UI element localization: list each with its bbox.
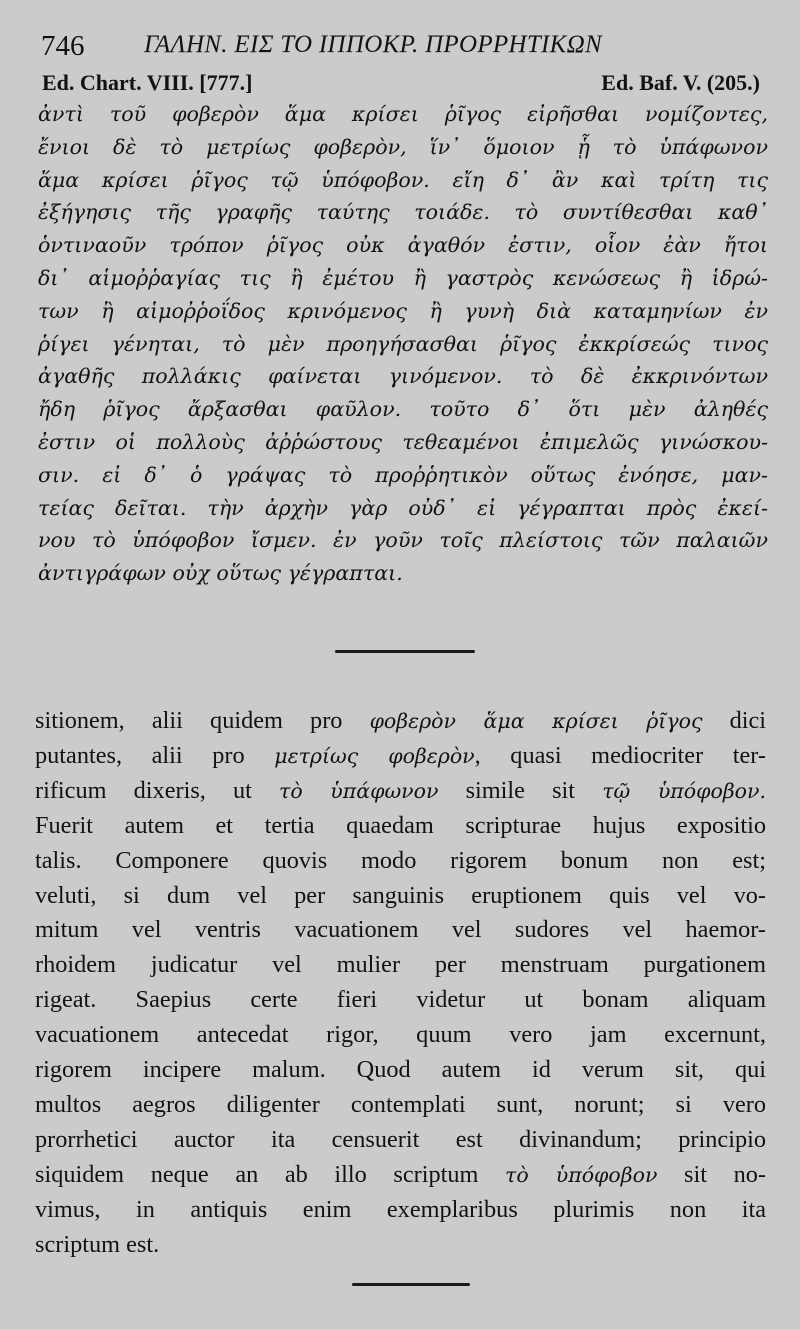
greek-text-line: ἐξήγησις τῆς γραφῆς ταύτης τοιάδε. τὸ συντίθεσθαι καθ᾽ — [38, 200, 768, 225]
running-title: ΓΑΛΗΝ. ΕΙΣ ΤΟ ΙΠΠΟΚΡ. ΠΡΟΡΡΗΤΙΚΩΝ — [144, 31, 602, 58]
latin-text-line — [35, 1053, 766, 1088]
latin-text-line — [35, 1158, 766, 1193]
latin-segment: prorrhetici auctor ita censuerit est divinandum; principio — [35, 1125, 766, 1153]
latin-segment: rigeat. Saepius certe fieri videtur ut bonam aliquam — [35, 986, 766, 1014]
greek-text-line: ὁντιναοῦν τρόπον ῥῖγος οὐκ ἀγαθόν ἐστιν, οἷον ἐὰν ἤτοι — [38, 233, 768, 258]
section-divider — [335, 650, 475, 653]
latin-text-line — [35, 1228, 766, 1263]
latin-segment: vimus, in antiquis enim exemplaribus plurimis non ita — [35, 1195, 766, 1223]
latin-text-line — [35, 1018, 766, 1053]
latin-text-line — [35, 704, 766, 739]
latin-segment: simile sit — [438, 776, 603, 804]
end-divider — [352, 1283, 470, 1286]
greek-text-line: ἀντιγράφων οὐχ οὕτως γέγραπται. — [38, 561, 403, 586]
greek-text-line: ἀντὶ τοῦ φοβερὸν ἅμα κρίσει ῥῖγος εἰρῆσθαι νομίζοντες, — [38, 102, 768, 126]
greek-phrase: τὸ ὑπάφωνον — [279, 778, 439, 803]
latin-segment: rigorem incipere malum. Quod autem id verum sit, qui — [35, 1056, 766, 1084]
latin-text-line — [35, 983, 766, 1018]
greek-text-line: νου τὸ ὑπόφοβον ἴσμεν. ἐν γοῦν τοῖς πλείστοις τῶν παλαιῶν — [38, 528, 768, 553]
greek-text-line: ἐστιν οἱ πολλοὺς ἀῤῥώστους τεθεαμένοι ἐπιμελῶς γινώσκου- — [38, 429, 768, 454]
latin-segment: sitionem, alii quidem pro — [35, 707, 370, 734]
latin-segment: , quasi mediocriter ter- — [474, 741, 766, 769]
latin-segment: siquidem neque an ab illo scriptum — [35, 1160, 506, 1188]
greek-text-line: ἀγαθῆς πολλάκις φαίνεται γινόμενον. τὸ δὲ ἐκκρινόντων — [38, 364, 768, 389]
latin-text-line — [35, 1193, 766, 1228]
latin-text-line — [35, 948, 766, 983]
greek-phrase: φοβερὸν ἅμα κρίσει ῥῖγος — [369, 709, 703, 733]
latin-segment: mitum vel ventris vacuationem vel sudores vel haemor- — [35, 916, 766, 944]
greek-text-block — [38, 98, 768, 590]
latin-segment: sit no- — [657, 1160, 766, 1188]
latin-text-line — [35, 844, 766, 879]
greek-phrase: μετρίως φοβερὸν — [274, 743, 475, 768]
edition-reference-right: Ed. Baf. V. (205.) — [601, 70, 760, 95]
latin-text-line — [35, 1123, 766, 1158]
latin-segment: scriptum est. — [35, 1230, 160, 1258]
latin-text-line — [35, 913, 766, 948]
greek-phrase: τὸ ὑπόφοβον — [505, 1162, 658, 1187]
greek-text-line: των ἢ αἱμοῤῥοΐδος κρινόμενος ἢ γυνὴ διὰ καταμηνίων ἐν — [38, 298, 768, 323]
greek-text-line: ἤδη ῥῖγος ἄρξασθαι φαῦλον. τοῦτο δ᾽ ὅτι μὲν ἀληθές — [38, 397, 768, 422]
latin-segment: rhoidem judicatur vel mulier per menstruam purgationem — [35, 951, 766, 979]
latin-text-line — [35, 1088, 766, 1123]
latin-text-line — [35, 774, 766, 809]
latin-text-block — [35, 704, 766, 1263]
page-number: 746 — [41, 30, 85, 62]
greek-text-line: ῥίγει γένηται, τὸ μὲν προηγήσασθαι ῥῖγος ἐκκρίσεώς τινος — [38, 331, 768, 356]
latin-text-line — [35, 739, 766, 774]
latin-segment: vacuationem antecedat rigor, quum vero jam excernunt, — [35, 1021, 766, 1049]
edition-reference-left: Ed. Chart. VIII. [777.] — [42, 70, 253, 95]
greek-text-line: ἔνιοι δὲ τὸ μετρίως φοβερὸν, ἵν᾽ ὅμοιον ᾗ τὸ ὑπάφωνον — [38, 134, 768, 159]
greek-text-line: ἅμα κρίσει ῥῖγος τῷ ὑπόφοβον. εἴη δ᾽ ἂν καὶ τρίτη τις — [38, 167, 768, 192]
latin-text-line — [35, 809, 766, 844]
greek-phrase: τῷ ὑπόφοβον. — [602, 778, 766, 803]
latin-segment: putantes, alii pro — [35, 741, 275, 769]
greek-text-line: τείας δεῖται. τὴν ἀρχὴν γὰρ οὐδ᾽ εἰ γέγραπται πρὸς ἐκεί- — [38, 495, 768, 520]
greek-text-line: δι᾽ αἱμοῤῥαγίας τις ἢ ἐμέτου ἢ γαστρὸς κενώσεως ἢ ἱδρώ- — [38, 265, 768, 290]
latin-segment: rificum dixeris, ut — [35, 776, 280, 804]
greek-text-line: σιν. εἰ δ᾽ ὁ γράψας τὸ προῤῥητικὸν οὕτως ἐνόησε, μαν- — [38, 462, 768, 487]
latin-segment: talis. Componere quovis modo rigorem bonum non est; — [35, 846, 766, 874]
latin-segment: multos aegros diligenter contemplati sunt, norunt; si vero — [35, 1090, 766, 1118]
latin-segment: veluti, si dum vel per sanguinis eruptionem quis vel vo- — [35, 881, 766, 909]
latin-segment: Fuerit autem et tertia quaedam scripturae hujus expositio — [35, 811, 766, 839]
latin-text-line — [35, 879, 766, 914]
latin-segment: dici — [702, 707, 766, 734]
